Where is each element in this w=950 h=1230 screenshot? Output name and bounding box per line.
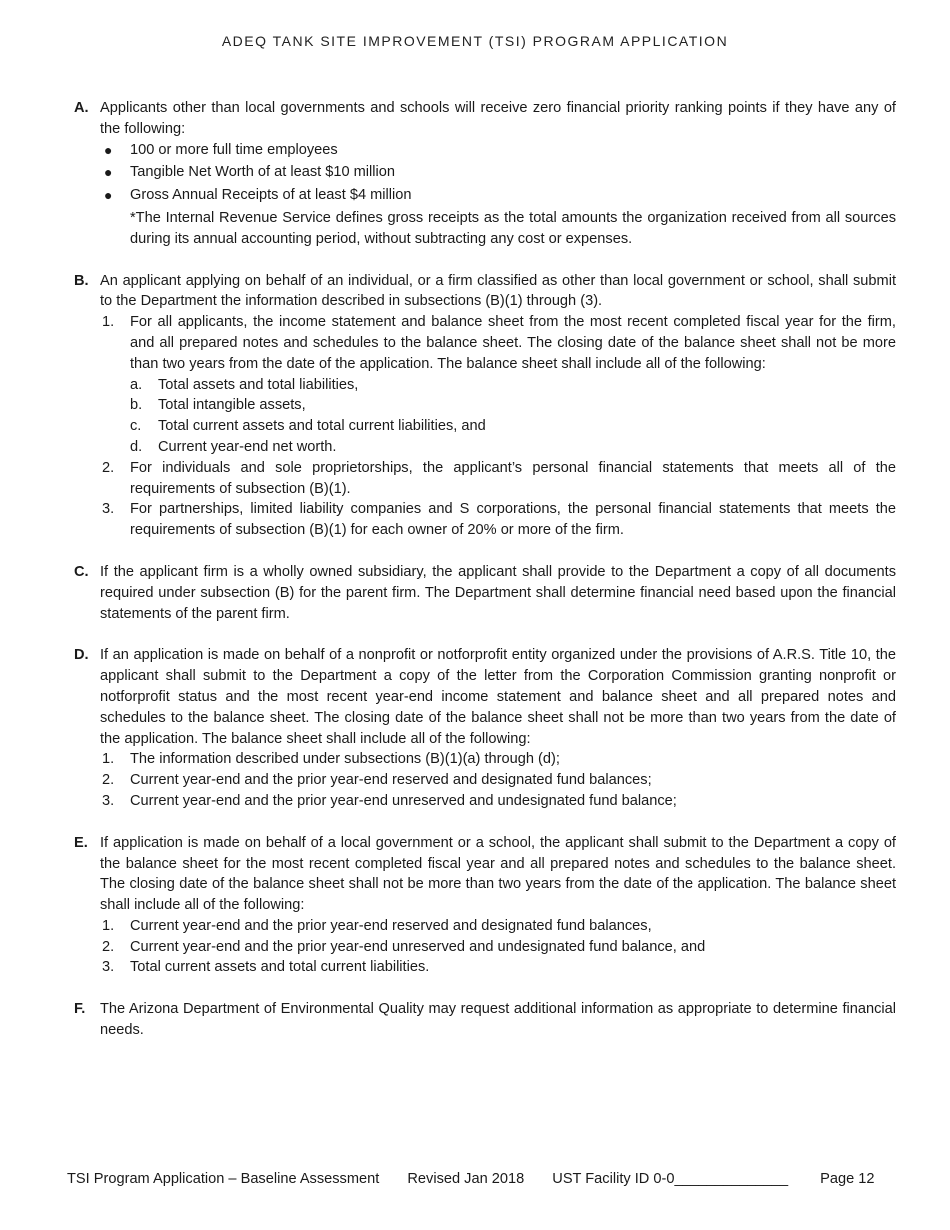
item-number: 3. — [102, 792, 115, 809]
item-number: 1. — [102, 751, 115, 768]
section-e — [66, 833, 896, 979]
section-d-list — [100, 749, 896, 811]
item-number: 1. — [102, 917, 115, 934]
section-a-note: *The Internal Revenue Service defines gross receipts as the total amounts the organization received from all sources during its annual accounting period, without subtracting any cost or expenses. — [130, 209, 896, 247]
section-f-text: The Arizona Department of Environmental Quality may request additional information as appropriate to determine financial needs. — [100, 1001, 896, 1039]
item-text: Current year-end and the prior year-end unreserved and undesignated fund balance; — [130, 792, 677, 809]
item-text: Current year-end and the prior year-end unreserved and undesignated fund balance, and — [130, 938, 706, 955]
list-item — [100, 458, 896, 500]
bullet-icon: ● — [104, 187, 113, 204]
page-footer — [67, 1171, 887, 1187]
sub-item-text: Total intangible assets, — [158, 397, 306, 414]
bullet-text: Gross Annual Receipts of at least $4 million — [130, 187, 412, 204]
item-number: 1. — [102, 314, 115, 331]
footer-facility-id: UST Facility ID 0-0______________ — [552, 1171, 789, 1187]
section-e-text: If application is made on behalf of a local government or a school, the applicant shall submit to the Department a copy of the balance sheet for the most recent completed fiscal year and all prepared notes and schedules to the balance sheet. The closing date of the balance sheet shall not be more than two years from the date of the application. The balance sheet shall include all of the following: — [100, 834, 896, 914]
section-letter: C. — [74, 563, 89, 580]
sub-item-letter: d. — [130, 438, 143, 455]
sub-item-letter: c. — [130, 418, 142, 435]
sub-list-item — [130, 416, 896, 437]
sub-item-text: Total assets and total liabilities, — [158, 376, 359, 393]
list-item — [100, 749, 896, 770]
item-number: 3. — [102, 959, 115, 976]
sub-item-text: Current year-end net worth. — [158, 438, 337, 455]
footer-doc-title: TSI Program Application – Baseline Assessment — [67, 1171, 380, 1187]
sub-list-item — [130, 395, 896, 416]
list-item — [100, 937, 896, 958]
sub-item-letter: a. — [130, 376, 143, 393]
item-number: 2. — [102, 459, 115, 476]
section-letter: D. — [74, 647, 89, 664]
item-text: For all applicants, the income statement and balance sheet from the most recent completed fiscal year for the firm, and all prepared notes and schedules to the balance sheet. The closing date of the balance sheet shall not be more than two years from the date of the application. The balance sheet shall include all of the following: — [130, 314, 896, 372]
section-letter: A. — [74, 100, 89, 116]
item-number: 2. — [102, 772, 115, 789]
section-d-text: If an application is made on behalf of a nonprofit or notforprofit entity organized under the provisions of A.R.S. Title 10, the applicant shall submit to the Department a copy of the letter from the Corporation Commission granting nonprofit or notforprofit status and the most recent year-end income statement and balance sheet and all prepared notes and schedules to the balance sheet. The closing date of the balance sheet shall not be more than two years from the date of the application. The balance sheet shall include all of the following: — [100, 647, 896, 747]
page-header: ADEQ TANK SITE IMPROVEMENT (TSI) PROGRAM APPLICATION — [221, 33, 729, 49]
bullet-text: Tangible Net Worth of at least $10 million — [130, 164, 395, 181]
footer-revised: Revised Jan 2018 — [407, 1171, 525, 1187]
list-item — [100, 791, 896, 812]
section-a-bullets — [100, 140, 896, 206]
bullet-item — [100, 140, 896, 161]
item-text: Total current assets and total current liabilities. — [130, 959, 430, 976]
list-item — [100, 770, 896, 791]
bullet-item — [100, 162, 896, 183]
section-d — [66, 645, 896, 811]
bullet-text: 100 or more full time employees — [130, 141, 338, 158]
section-letter: F. — [74, 1001, 86, 1018]
section-b-text: An applicant applying on behalf of an individual, or a firm classified as other than local government or school, shall submit to the Department the information described in subsections (B)(1) through (3). — [100, 272, 896, 310]
list-item — [100, 312, 896, 458]
list-item — [100, 916, 896, 937]
bullet-icon: ● — [104, 141, 113, 158]
item-number: 3. — [102, 501, 115, 518]
item-text: Current year-end and the prior year-end reserved and designated fund balances, — [130, 917, 652, 934]
item-text: Current year-end and the prior year-end reserved and designated fund balances; — [130, 772, 652, 789]
list-item — [100, 957, 896, 978]
sub-item-text: Total current assets and total current liabilities, and — [158, 418, 486, 435]
footer-page-number: Page 12 — [820, 1171, 875, 1187]
item-text: The information described under subsections (B)(1)(a) through (d); — [130, 751, 560, 768]
section-e-list — [100, 916, 896, 978]
section-f — [66, 999, 896, 1041]
section-letter: E. — [74, 834, 88, 851]
sub-item-letter: b. — [130, 397, 143, 414]
sub-list-item — [130, 375, 896, 396]
section-b-list — [100, 312, 896, 541]
document-body — [66, 98, 896, 1062]
section-b-sublist — [130, 375, 896, 458]
item-number: 2. — [102, 938, 115, 955]
item-text: For partnerships, limited liability companies and S corporations, the personal financial statements that meets the requirements of subsection (B)(1) for each owner of 20% or more of the firm. — [130, 501, 896, 539]
section-a — [66, 98, 896, 250]
section-c — [66, 562, 896, 624]
bullet-icon: ● — [104, 164, 113, 181]
list-item — [100, 499, 896, 541]
section-letter: B. — [74, 272, 89, 289]
section-b — [66, 271, 896, 541]
section-a-text: Applicants other than local governments and schools will receive zero financial priority ranking points if they have any of the following: — [100, 100, 896, 137]
item-text: For individuals and sole proprietorships, the applicant’s personal financial statements that meets all of the requirements of subsection (B)(1). — [130, 459, 896, 497]
sub-list-item — [130, 437, 896, 458]
bullet-item — [100, 185, 896, 206]
section-c-text: If the applicant firm is a wholly owned subsidiary, the applicant shall provide to the Department a copy of all documents required under subsection (B) for the parent firm. The Department shall determine financial need based upon the financial statements of the parent firm. — [100, 563, 896, 622]
